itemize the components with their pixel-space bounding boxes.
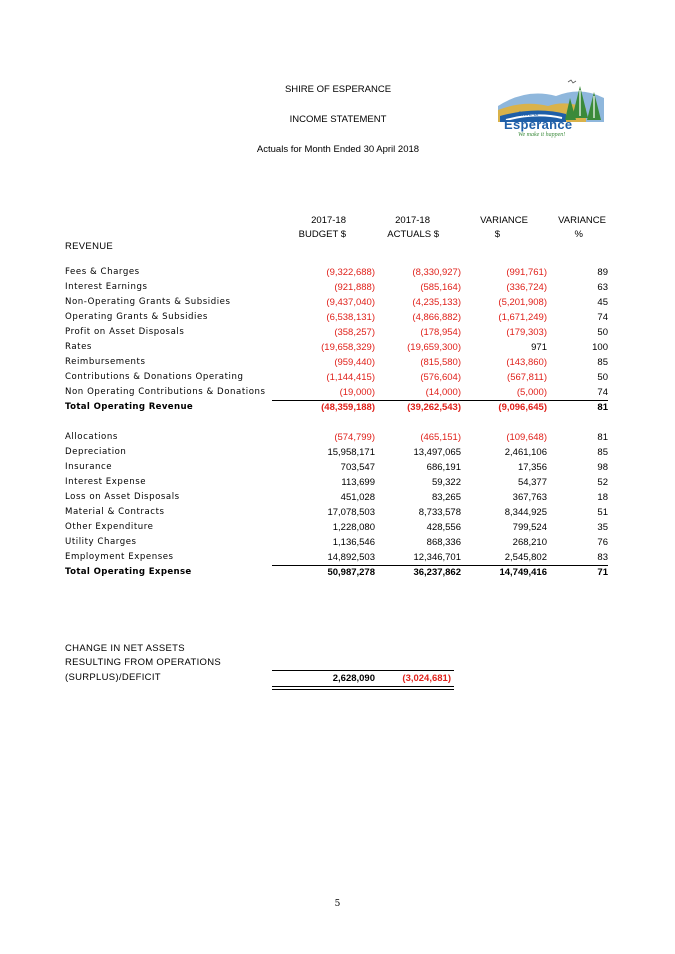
variance-value: 799,524 [512,522,547,533]
table-row [0,432,675,447]
table-row [0,462,675,477]
total-row [0,402,675,417]
total-variance: (9,096,645) [498,402,547,413]
variance-pct-value: 85 [597,447,608,458]
actuals-value: (8,330,927) [412,267,461,278]
table-row [0,537,675,552]
net-actuals: (3,024,681) [402,673,451,684]
table-row [0,447,675,462]
variance-value: 268,210 [512,537,547,548]
actuals-value: 13,497,065 [413,447,461,458]
total-pct: 81 [597,402,608,413]
row-label: Interest Earnings [65,282,148,292]
variance-pct-value: 100 [592,342,608,353]
col-variance-unit: $ [494,229,500,240]
variance-pct-value: 52 [597,477,608,488]
page-number: 5 [334,899,341,909]
col-actuals-label: ACTUALS $ [387,229,439,240]
row-label: Employment Expenses [65,552,174,562]
total-pct: 71 [597,567,608,578]
total-row [0,567,675,582]
net-heading-line3: (SURPLUS)/DEFICIT [65,672,161,683]
variance-pct-value: 18 [597,492,608,503]
variance-pct-value: 89 [597,267,608,278]
logo-tagline: We make it happen! [518,132,566,138]
actuals-value: 59,322 [431,477,461,488]
row-label: Non Operating Contributions & Donations [65,387,266,397]
table-row [0,507,675,522]
logo-name: Esperance [504,117,573,132]
net-heading-line2: RESULTING FROM OPERATIONS [65,657,221,668]
col-variance-pct-title: VARIANCE [558,215,606,226]
budget-value: 14,892,503 [327,552,375,563]
actuals-value: (14,000) [425,387,461,398]
budget-value: (9,322,688) [326,267,375,278]
variance-value: (5,000) [516,387,547,398]
variance-value: (5,201,908) [498,297,547,308]
budget-value: (921,888) [334,282,375,293]
variance-pct-value: 63 [597,282,608,293]
row-label: Contributions & Donations Operating [65,372,244,382]
budget-value: 17,078,503 [327,507,375,518]
revenue-heading: REVENUE [65,241,114,252]
actuals-value: (4,866,882) [412,312,461,323]
row-label: Reimbursements [65,357,146,367]
budget-value: 703,547 [340,462,375,473]
actuals-value: (178,954) [420,327,461,338]
variance-value: 8,344,925 [504,507,547,518]
net-heading-line1: CHANGE IN NET ASSETS [65,643,185,654]
total-budget: 50,987,278 [327,567,375,578]
budget-value: 1,228,080 [332,522,375,533]
net-double-rule [272,686,454,690]
table-row [0,357,675,372]
actuals-value: (4,235,133) [412,297,461,308]
variance-value: (143,860) [506,357,547,368]
net-top-rule [272,670,454,671]
variance-pct-value: 81 [597,432,608,443]
variance-value: (179,303) [506,327,547,338]
table-row [0,297,675,312]
total-budget: (48,359,188) [321,402,375,413]
report-subtitle: Actuals for Month Ended 30 April 2018 [256,144,420,155]
col-variance-title: VARIANCE [480,215,528,226]
net-budget: 2,628,090 [332,673,375,684]
variance-value: (991,761) [506,267,547,278]
row-label: Insurance [65,462,113,472]
variance-pct-value: 85 [597,357,608,368]
row-label: Utility Charges [65,537,137,547]
table-row [0,477,675,492]
row-label: Fees & Charges [65,267,140,277]
total-label: Total Operating Expense [65,567,192,577]
variance-value: 54,377 [517,477,547,488]
budget-value: (1,144,415) [326,372,375,383]
actuals-value: 12,346,701 [413,552,461,563]
total-actuals: 36,237,862 [413,567,461,578]
variance-pct-value: 76 [597,537,608,548]
actuals-value: 8,733,578 [418,507,461,518]
budget-value: (959,440) [334,357,375,368]
row-label: Rates [65,342,92,352]
variance-pct-value: 50 [597,372,608,383]
budget-value: 451,028 [340,492,375,503]
budget-value: 1,136,546 [332,537,375,548]
variance-value: (336,724) [506,282,547,293]
table-row [0,282,675,297]
table-row [0,342,675,357]
col-variance-pct-unit: % [574,229,583,240]
budget-value: (358,257) [334,327,375,338]
table-row [0,372,675,387]
subtotal-rule [272,565,608,566]
variance-pct-value: 35 [597,522,608,533]
variance-value: (567,811) [507,372,547,383]
variance-value: 2,545,802 [504,552,547,563]
row-label: Profit on Asset Disposals [65,327,185,337]
actuals-value: (815,580) [420,357,461,368]
actuals-value: (576,604) [420,372,461,383]
variance-value: (109,648) [506,432,547,443]
variance-pct-value: 51 [597,507,608,518]
budget-value: 113,699 [341,477,375,488]
variance-pct-value: 45 [597,297,608,308]
budget-value: (9,437,040) [326,297,375,308]
row-label: Loss on Asset Disposals [65,492,180,502]
variance-pct-value: 74 [597,312,608,323]
table-row [0,492,675,507]
total-label: Total Operating Revenue [65,402,194,412]
report-title: INCOME STATEMENT [289,114,387,125]
row-label: Material & Contracts [65,507,165,517]
row-label: Allocations [65,432,118,442]
table-row [0,327,675,342]
variance-value: (1,671,249) [498,312,547,323]
actuals-value: (19,659,300) [407,342,461,353]
table-row [0,267,675,282]
org-name: SHIRE OF ESPERANCE [284,84,392,95]
variance-pct-value: 50 [597,327,608,338]
actuals-value: (465,151) [420,432,461,443]
row-label: Non-Operating Grants & Subsidies [65,297,231,307]
variance-pct-value: 83 [597,552,608,563]
actuals-value: 428,556 [426,522,461,533]
actuals-value: 83,265 [431,492,461,503]
budget-value: (574,799) [334,432,375,443]
logo-shire-of: Shire of [518,112,539,118]
actuals-value: 686,191 [426,462,461,473]
variance-value: 971 [531,342,547,353]
total-actuals: (39,262,543) [407,402,461,413]
col-budget-label: BUDGET $ [298,229,346,240]
budget-value: (19,000) [339,387,375,398]
actuals-value: (585,164) [420,282,461,293]
variance-value: 2,461,106 [504,447,547,458]
col-actuals-year: 2017-18 [395,215,430,226]
table-row [0,312,675,327]
variance-value: 17,356 [517,462,547,473]
row-label: Depreciation [65,447,127,457]
table-row [0,522,675,537]
variance-pct-value: 98 [597,462,608,473]
row-label: Other Expenditure [65,522,154,532]
subtotal-rule [272,400,608,401]
col-budget-year: 2017-18 [311,215,346,226]
budget-value: 15,958,171 [327,447,375,458]
budget-value: (19,658,329) [321,342,375,353]
actuals-value: 868,336 [426,537,461,548]
variance-value: 367,763 [512,492,547,503]
budget-value: (6,538,131) [326,312,375,323]
variance-pct-value: 74 [597,387,608,398]
logo-graphic [496,76,612,154]
total-variance: 14,749,416 [499,567,547,578]
row-label: Interest Expense [65,477,147,487]
shire-logo [496,76,612,154]
row-label: Operating Grants & Subsidies [65,312,208,322]
